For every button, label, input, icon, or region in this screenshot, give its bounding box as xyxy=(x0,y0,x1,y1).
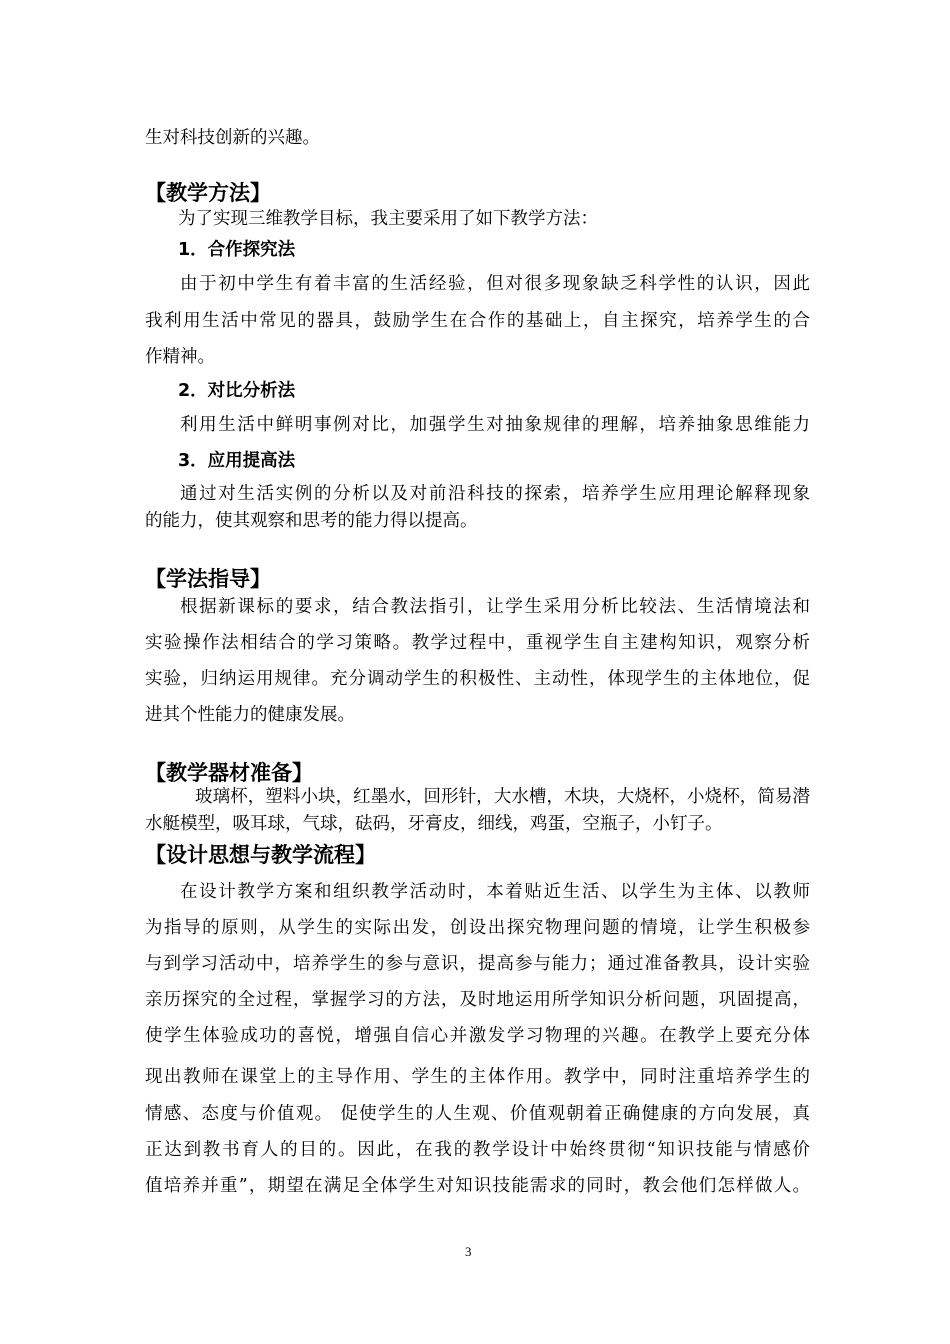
design-text: 现出教师在课堂上的主导作用、学生的主体作用。教学中，同时注重培养学生的 xyxy=(145,1067,810,1087)
guidance-text: 根据新课标的要求，结合教法指引，让学生采用分析比较法、生活情境法和 xyxy=(180,597,810,617)
section-heading-design: 【设计思想与教学流程】 xyxy=(145,843,376,867)
equipment-text: 玻璃杯，塑料小块，红墨水，回形针，大水槽，木块，大烧杯，小烧杯，简易潜 xyxy=(195,787,810,807)
method-2-text: 利用生活中鲜明事例对比，加强学生对抽象规律的理解，培养抽象思维能力 xyxy=(180,415,810,435)
design-text: 亲历探究的全过程，掌握学习的方法，及时地运用所学知识分析问题，巩固提高， xyxy=(145,990,810,1010)
method-2-title: 2．对比分析法 xyxy=(178,381,296,401)
method-1-text: 我利用生活中常见的器具，鼓励学生在合作的基础上，自主探究，培养学生的合 xyxy=(145,311,810,331)
method-1-text: 由于初中学生有着丰富的生活经验，但对很多现象缺乏科学性的认识，因此 xyxy=(180,274,810,294)
section-heading-guidance: 【学法指导】 xyxy=(145,567,271,591)
method-3-title: 3．应用提高法 xyxy=(178,451,296,471)
guidance-text: 进其个性能力的健康发展。 xyxy=(145,705,355,725)
method-3-text: 的能力，使其观察和思考的能力得以提高。 xyxy=(145,511,478,531)
methods-intro: 为了实现三维教学目标，我主要采用了如下教学方法： xyxy=(178,209,598,229)
guidance-text: 实验，归纳运用规律。充分调动学生的积极性、主动性，体现学生的主体地位，促 xyxy=(145,669,810,689)
design-text: 情感、态度与价值观。 促使学生的人生观、价值观朝着正确健康的方向发展，真 xyxy=(145,1104,810,1124)
design-text: 为指导的原则，从学生的实际出发，创设出探究物理问题的情境，让学生积极参 xyxy=(145,918,810,938)
page-number: 3 xyxy=(465,1244,472,1259)
design-text: 在设计教学方案和组织教学活动时，本着贴近生活、以学生为主体、以教师 xyxy=(180,882,810,902)
guidance-text: 实验操作法相结合的学习策略。教学过程中，重视学生自主建构知识，观察分析 xyxy=(145,633,810,653)
design-text: 与到学习活动中，培养学生的参与意识，提高参与能力；通过准备教具，设计实验 xyxy=(145,954,810,974)
method-3-text: 通过对生活实例的分析以及对前沿科技的探索，培养学生应用理论解释现象 xyxy=(180,484,810,504)
design-text: 正达到教书育人的目的。因此，在我的教学设计中始终贯彻“知识技能与情感价 xyxy=(145,1140,810,1160)
section-heading-equipment: 【教学器材准备】 xyxy=(145,761,313,785)
intro-text: 生对科技创新的兴趣。 xyxy=(145,128,320,148)
method-1-text: 作精神。 xyxy=(145,347,215,367)
method-1-title: 1．合作探究法 xyxy=(178,240,296,260)
section-heading-methods: 【教学方法】 xyxy=(145,181,271,205)
design-text: 使学生体验成功的喜悦，增强自信心并激发学习物理的兴趣。在教学上要充分体 xyxy=(145,1026,810,1046)
design-text: 值培养并重”，期望在满足全体学生对知识技能需求的同时，教会他们怎样做人。 xyxy=(145,1176,810,1196)
equipment-text: 水艇模型，吸耳球，气球，砝码，牙膏皮，细线，鸡蛋，空瓶子，小钉子。 xyxy=(145,814,723,834)
